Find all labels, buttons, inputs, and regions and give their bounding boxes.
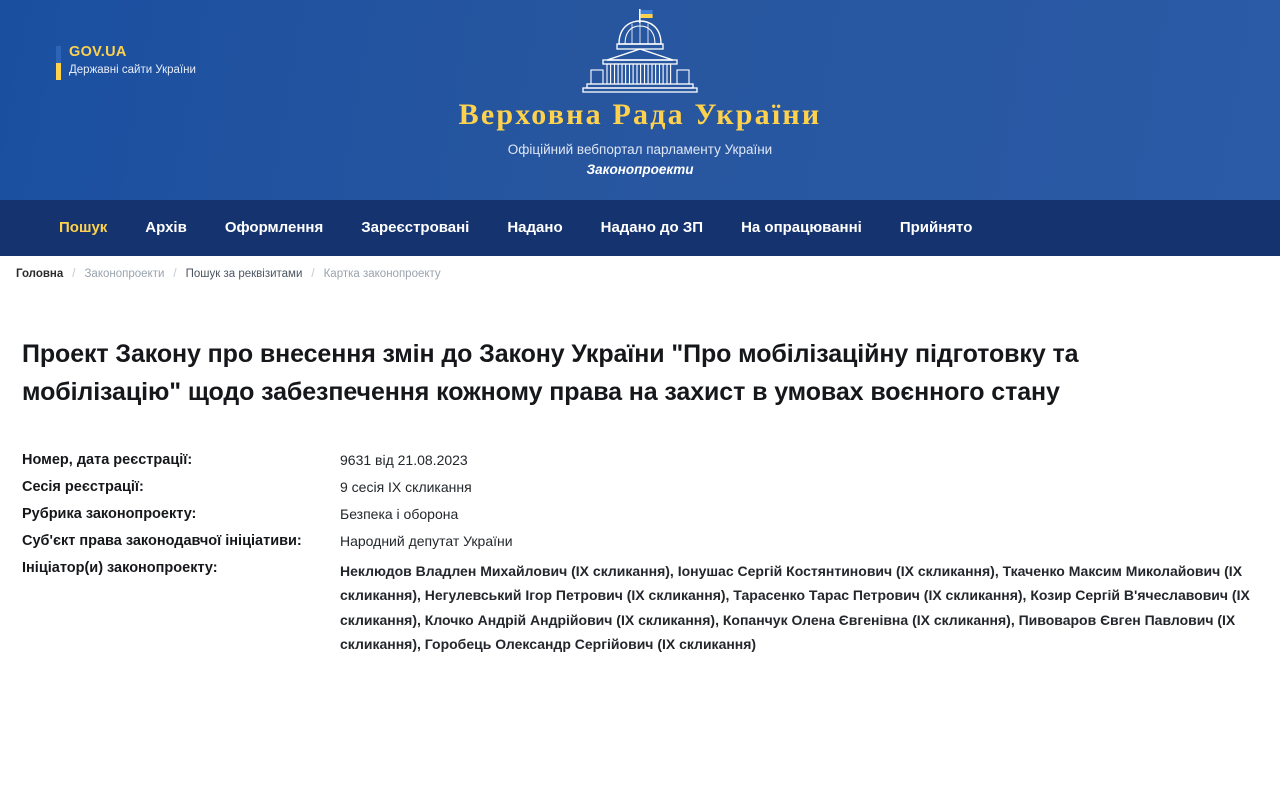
site-title: Верховна Рада України (458, 98, 822, 131)
nav-item-zareestrovani[interactable]: Зареєстровані (361, 219, 470, 236)
table-row (22, 451, 1250, 478)
field-value-subject: Народний депутат України (340, 532, 513, 549)
govua-subtitle: Державні сайти України (69, 64, 196, 76)
main-content (0, 292, 1280, 665)
table-row (22, 532, 1250, 559)
breadcrumb-separator: / (173, 267, 177, 280)
govua-title: GOV.UA (69, 44, 127, 60)
nav-item-oformlennya[interactable]: Оформлення (224, 219, 324, 236)
page-title: Проект Закону про внесення змін до Закону України "Про мобілізаційну підготовку та мобілізацію" щодо забезпечення кожному права на захист в умовах воєнного стану (22, 339, 1079, 406)
bill-metadata-table (22, 451, 1250, 665)
nav-item-nadano[interactable]: Надано (507, 219, 563, 236)
nav-item-pryinyato[interactable]: Прийнято (899, 219, 973, 236)
parliament-building-icon (577, 8, 703, 94)
breadcrumb-item-home[interactable]: Головна (16, 267, 64, 280)
breadcrumb-item-bills[interactable]: Законопроекти (84, 267, 165, 280)
breadcrumb-item-card: Картка законопроекту (323, 267, 441, 280)
breadcrumb-separator: / (72, 267, 76, 280)
nav-item-nadano-do-zp[interactable]: Надано до ЗП (600, 219, 704, 236)
nav-item-arhiv[interactable]: Архів (145, 219, 187, 236)
field-value-registration-number: 9631 від 21.08.2023 (340, 451, 468, 468)
field-label-registration-number: Номер, дата реєстрації: (22, 451, 193, 468)
breadcrumb-separator: / (311, 267, 315, 280)
nav-item-na-opratsyuvanni[interactable]: На опрацюванні (741, 219, 862, 236)
main-nav (0, 200, 1280, 256)
field-value-initiators: Неклюдов Владлен Михайлович (IX скликання), Іонушас Сергій Костянтинович (IX скликання), Ткаченко Максим Миколайович (IX скликання), Негулевський Ігор Петрович (IX скликання), Тарасенко Тарас Петрович (IX скликання), Козир Сергій В'ячеславович (IX скликання), Клочко Андрій Андрійович (IX скликання), Копанчук Олена Євгенівна (IX скликання), Пивоваров Євген Павлович (IX скликання), Горобець Олександр Сергійович (IX скликання) (340, 562, 1250, 653)
nav-item-poshuk[interactable]: Пошук (59, 219, 108, 236)
breadcrumb-item-search[interactable]: Пошук за реквізитами (185, 267, 303, 280)
field-value-session: 9 сесія IX скликання (340, 478, 472, 495)
field-label-initiators: Ініціатор(и) законопроекту: (22, 559, 218, 576)
table-row (22, 505, 1250, 532)
site-subtitle: Офіційний вебпортал парламенту України (507, 142, 773, 157)
field-label-session: Сесія реєстрації: (22, 478, 144, 495)
field-label-subject: Суб'єкт права законодавчої ініціативи: (22, 532, 302, 549)
section-label: Законопроекти (586, 162, 694, 177)
breadcrumb (0, 256, 1280, 292)
field-label-rubric: Рубрика законопроекту: (22, 505, 197, 522)
table-row (22, 559, 1250, 665)
header-center (0, 8, 1280, 177)
site-header (0, 0, 1280, 200)
table-row (22, 478, 1250, 505)
field-value-rubric: Безпека і оборона (340, 505, 459, 522)
